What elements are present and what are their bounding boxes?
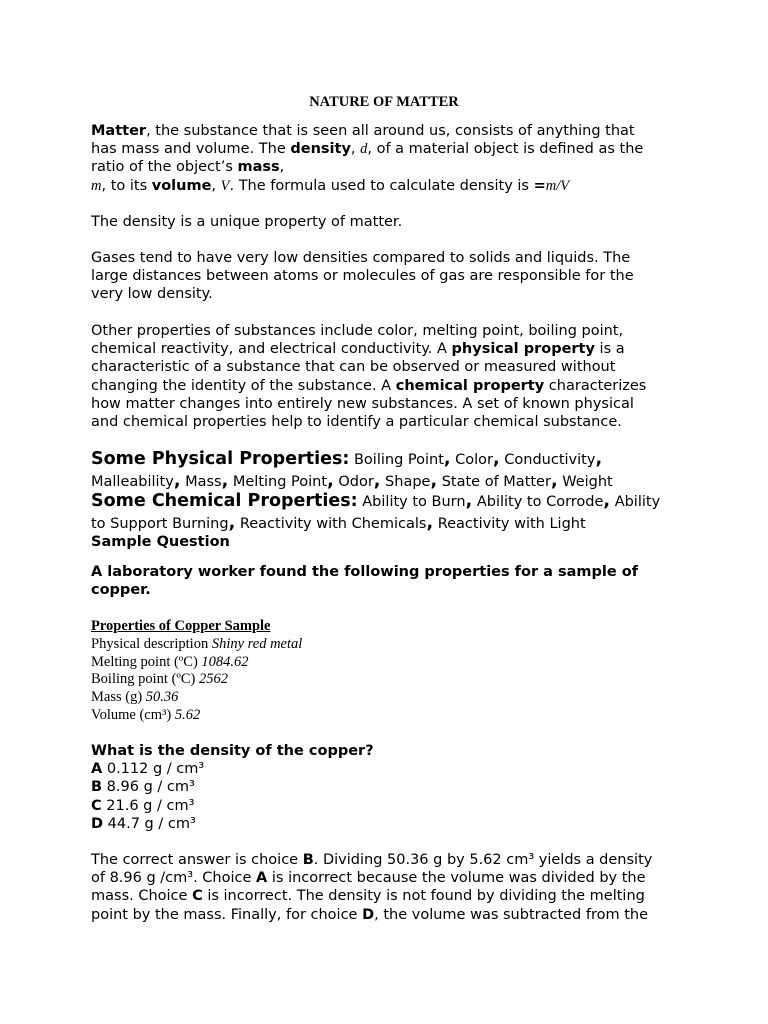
question-text: What is the density of the copper? [91,743,374,759]
page-title: NATURE OF MATTER [309,94,459,110]
copper-row: Melting point (ºC) 1084.62 [91,653,249,670]
volume-symbol: V [220,177,230,194]
copper-properties-table [91,618,691,725]
chemical-property-term: chemical property [395,377,545,394]
physical-property-term: physical property [451,341,595,358]
intro-line-3: ratio of the object’s mass, [91,159,285,176]
unique-property-line: The density is a unique property of matter. [91,214,403,230]
choice-a: A 0.112 g / cm³ [91,761,205,778]
density-question [91,742,691,833]
other-properties-paragraph: Other properties of substances include color, melting point, boiling point, chemical reactivity, and electrical conductivity. A physical property is a characteristic of a substance that can be observed or measured without changing the identity of the substance. A chemical property characterizes how matter changes into entirely new substances. A set of known physical and chemical properties help to identify a particular chemical substance. [91,323,647,431]
sample-question-label: Sample Question [91,534,230,550]
chemical-properties-heading: Some Chemical Properties: [91,491,358,511]
copper-row: Volume (cm³) 5.62 [91,706,201,723]
copper-row: Mass (g) 50.36 [91,689,179,706]
lab-question: A laboratory worker found the following properties for a sample of copper. [91,564,639,599]
intro-line-1: Matter, the substance that is seen all around us, consists of anything that [91,123,635,139]
answer-explanation: The correct answer is choice B. Dividing 50.36 g by 5.62 cm³ yields a density of 8.96 g /cm³. Choice A is incorrect because the volume was divided by the mass. Choice C is incorrect. The density is not found by dividing the melting point by the mass. Finally, for choice D, the volume was subtracted from the [91,852,653,923]
choice-c: C 21.6 g / cm³ [91,797,195,814]
physical-properties-list: Some Physical Properties: Boiling Point, Color, Conductivity, Malleability, Mass, Melting Point, Odor, Shape, State of Matter, Weight [91,449,613,491]
copper-row: Physical description Shiny red metal [91,635,303,652]
density-symbol: d [360,141,368,158]
physical-properties-heading: Some Physical Properties: [91,449,350,469]
choice-d: D 44.7 g / cm³ [91,815,196,832]
intro-line-2: has mass and volume. The density, d, of a material object is defined as the [91,141,644,158]
mass-term: mass [237,159,280,176]
density-term: density [290,141,351,158]
choice-b: B 8.96 g / cm³ [91,779,195,796]
mass-symbol: m [91,177,102,194]
gases-paragraph: Gases tend to have very low densities compared to solids and liquids. The large distances between atoms or molecules of gas are responsible for the very low density. [91,250,634,303]
intro-line-4: m, to its volume, V. The formula used to calculate density is =m/V [91,177,570,194]
intro-paragraph [91,122,691,195]
matter-term: Matter [91,123,147,139]
copper-table-header: Properties of Copper Sample [91,618,271,634]
volume-term: volume [151,177,212,194]
density-formula: m/V [545,177,570,194]
chemical-properties-list: Some Chemical Properties: Ability to Burn, Ability to Corrode, Ability to Support Burning, Reactivity with Chemicals, Reactivity with Light [91,491,661,533]
copper-row: Boiling point (ºC) 2562 [91,671,229,688]
